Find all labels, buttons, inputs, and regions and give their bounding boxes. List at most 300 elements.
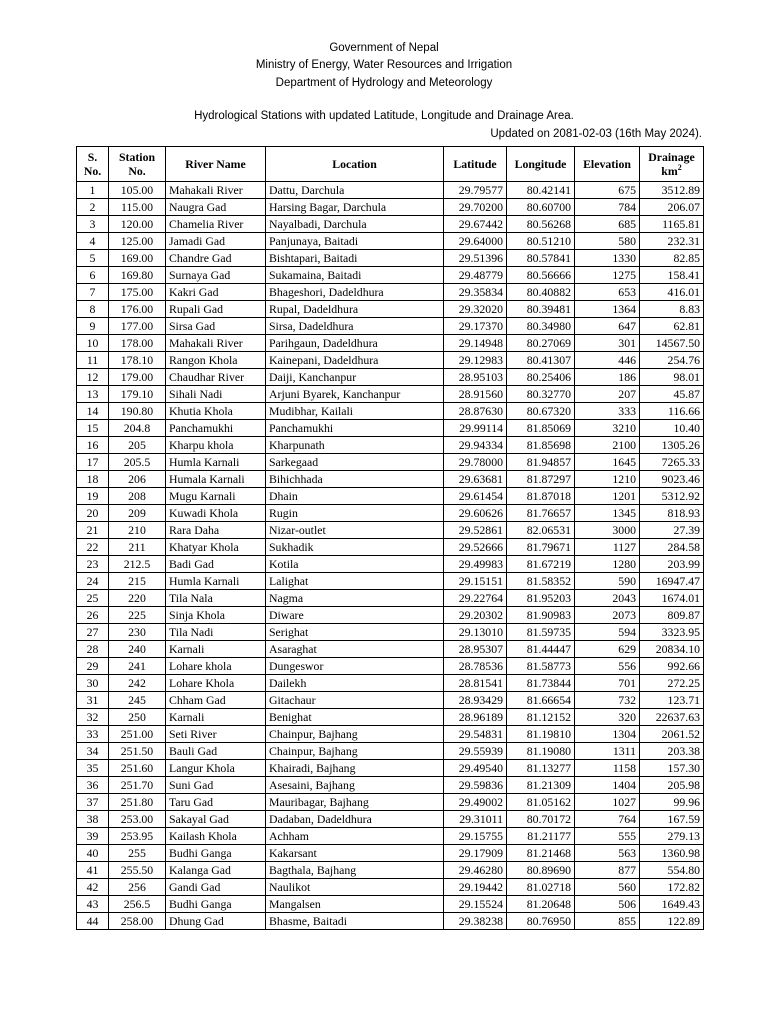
cell-river-name: Humla Karnali — [166, 454, 266, 471]
cell-elevation: 629 — [575, 641, 640, 658]
cell-drainage-area: 254.76 — [640, 352, 704, 369]
table-row — [77, 318, 704, 335]
cell-sno: 24 — [77, 573, 109, 590]
cell-location: Naulikot — [266, 879, 444, 896]
cell-station-no: 190.80 — [109, 403, 166, 420]
cell-river-name: Kharpu khola — [166, 437, 266, 454]
table-row — [77, 267, 704, 284]
cell-sno: 29 — [77, 658, 109, 675]
cell-station-no: 256.5 — [109, 896, 166, 913]
cell-station-no: 220 — [109, 590, 166, 607]
cell-river-name: Rangon Khola — [166, 352, 266, 369]
cell-drainage-area: 20834.10 — [640, 641, 704, 658]
cell-longitude: 81.87297 — [507, 471, 575, 488]
cell-sno: 22 — [77, 539, 109, 556]
table-row — [77, 199, 704, 216]
table-row — [77, 811, 704, 828]
col-header-sno: S. No. — [77, 147, 109, 182]
cell-river-name: Khatyar Khola — [166, 539, 266, 556]
cell-station-no: 169.80 — [109, 267, 166, 284]
cell-latitude: 29.15755 — [444, 828, 507, 845]
cell-station-no: 255 — [109, 845, 166, 862]
cell-latitude: 28.93429 — [444, 692, 507, 709]
cell-location: Diware — [266, 607, 444, 624]
cell-sno: 1 — [77, 182, 109, 199]
cell-sno: 36 — [77, 777, 109, 794]
cell-latitude: 29.70200 — [444, 199, 507, 216]
cell-longitude: 81.94857 — [507, 454, 575, 471]
cell-river-name: Badi Gad — [166, 556, 266, 573]
cell-station-no: 240 — [109, 641, 166, 658]
cell-station-no: 241 — [109, 658, 166, 675]
cell-latitude: 28.95307 — [444, 641, 507, 658]
cell-elevation: 1330 — [575, 250, 640, 267]
cell-elevation: 580 — [575, 233, 640, 250]
header-ministry: Ministry of Energy, Water Resources and Irrigation — [255, 59, 513, 71]
cell-drainage-area: 98.01 — [640, 369, 704, 386]
cell-station-no: 258.00 — [109, 913, 166, 930]
cell-latitude: 28.95103 — [444, 369, 507, 386]
cell-longitude: 81.90983 — [507, 607, 575, 624]
cell-longitude: 81.85698 — [507, 437, 575, 454]
table-row — [77, 879, 704, 896]
cell-location: Nizar-outlet — [266, 522, 444, 539]
table-body — [77, 182, 704, 930]
cell-elevation: 1345 — [575, 505, 640, 522]
cell-latitude: 29.17909 — [444, 845, 507, 862]
cell-elevation: 563 — [575, 845, 640, 862]
cell-river-name: Gandi Gad — [166, 879, 266, 896]
cell-river-name: Humla Karnali — [166, 573, 266, 590]
cell-elevation: 2073 — [575, 607, 640, 624]
cell-longitude: 80.34980 — [507, 318, 575, 335]
cell-elevation: 590 — [575, 573, 640, 590]
cell-longitude: 80.27069 — [507, 335, 575, 352]
cell-sno: 35 — [77, 760, 109, 777]
table-row — [77, 403, 704, 420]
cell-sno: 5 — [77, 250, 109, 267]
cell-location: Dattu, Darchula — [266, 182, 444, 199]
cell-longitude: 81.67219 — [507, 556, 575, 573]
cell-location: Sirsa, Dadeldhura — [266, 318, 444, 335]
cell-drainage-area: 232.31 — [640, 233, 704, 250]
cell-latitude: 29.19442 — [444, 879, 507, 896]
cell-elevation: 685 — [575, 216, 640, 233]
cell-drainage-area: 82.85 — [640, 250, 704, 267]
cell-elevation: 647 — [575, 318, 640, 335]
cell-sno: 40 — [77, 845, 109, 862]
cell-river-name: Chamelia River — [166, 216, 266, 233]
cell-location: Mangalsen — [266, 896, 444, 913]
cell-elevation: 732 — [575, 692, 640, 709]
cell-river-name: Dhung Gad — [166, 913, 266, 930]
cell-river-name: Naugra Gad — [166, 199, 266, 216]
cell-sno: 32 — [77, 709, 109, 726]
cell-station-no: 211 — [109, 539, 166, 556]
cell-elevation: 855 — [575, 913, 640, 930]
table-row — [77, 216, 704, 233]
cell-station-no: 251.50 — [109, 743, 166, 760]
cell-location: Kotila — [266, 556, 444, 573]
cell-latitude: 29.67442 — [444, 216, 507, 233]
cell-sno: 30 — [77, 675, 109, 692]
cell-drainage-area: 157.30 — [640, 760, 704, 777]
cell-river-name: Bauli Gad — [166, 743, 266, 760]
cell-drainage-area: 1305.26 — [640, 437, 704, 454]
table-row — [77, 284, 704, 301]
cell-drainage-area: 7265.33 — [640, 454, 704, 471]
cell-longitude: 81.66654 — [507, 692, 575, 709]
cell-latitude: 29.15524 — [444, 896, 507, 913]
cell-sno: 14 — [77, 403, 109, 420]
cell-longitude: 81.58352 — [507, 573, 575, 590]
cell-location: Arjuni Byarek, Kanchanpur — [266, 386, 444, 403]
cell-elevation: 1210 — [575, 471, 640, 488]
cell-drainage-area: 167.59 — [640, 811, 704, 828]
cell-longitude: 81.79671 — [507, 539, 575, 556]
cell-drainage-area: 992.66 — [640, 658, 704, 675]
cell-longitude: 80.41307 — [507, 352, 575, 369]
cell-location: Panchamukhi — [266, 420, 444, 437]
cell-river-name: Lohare Khola — [166, 675, 266, 692]
cell-latitude: 29.51396 — [444, 250, 507, 267]
cell-longitude: 81.85069 — [507, 420, 575, 437]
cell-elevation: 1201 — [575, 488, 640, 505]
col-header-drainage: Drainage $km^2$ — [640, 147, 704, 182]
cell-longitude: 80.32770 — [507, 386, 575, 403]
cell-elevation: 2100 — [575, 437, 640, 454]
cell-station-no: 253.00 — [109, 811, 166, 828]
col-header-station: Station No. — [109, 147, 166, 182]
cell-drainage-area: 1360.98 — [640, 845, 704, 862]
cell-location: Panjunaya, Baitadi — [266, 233, 444, 250]
cell-location: Gitachaur — [266, 692, 444, 709]
cell-location: Serighat — [266, 624, 444, 641]
cell-sno: 42 — [77, 879, 109, 896]
cell-station-no: 105.00 — [109, 182, 166, 199]
cell-station-no: 215 — [109, 573, 166, 590]
cell-sno: 25 — [77, 590, 109, 607]
cell-station-no: 251.00 — [109, 726, 166, 743]
cell-location: Khairadi, Bajhang — [266, 760, 444, 777]
table-row — [77, 726, 704, 743]
cell-location: Harsing Bagar, Darchula — [266, 199, 444, 216]
cell-drainage-area: 818.93 — [640, 505, 704, 522]
cell-station-no: 177.00 — [109, 318, 166, 335]
table-row — [77, 556, 704, 573]
cell-latitude: 29.54831 — [444, 726, 507, 743]
cell-sno: 21 — [77, 522, 109, 539]
cell-sno: 12 — [77, 369, 109, 386]
table-row — [77, 743, 704, 760]
table-row — [77, 828, 704, 845]
cell-sno: 17 — [77, 454, 109, 471]
cell-station-no: 209 — [109, 505, 166, 522]
cell-station-no: 205 — [109, 437, 166, 454]
cell-elevation: 333 — [575, 403, 640, 420]
cell-sno: 16 — [77, 437, 109, 454]
cell-drainage-area: 1165.81 — [640, 216, 704, 233]
cell-latitude: 29.63681 — [444, 471, 507, 488]
cell-location: Sarkegaad — [266, 454, 444, 471]
cell-location: Rupal, Dadeldhura — [266, 301, 444, 318]
cell-station-no: 251.70 — [109, 777, 166, 794]
cell-river-name: Seti River — [166, 726, 266, 743]
cell-elevation: 594 — [575, 624, 640, 641]
cell-drainage-area: 9023.46 — [640, 471, 704, 488]
col-header-longitude: Longitude — [507, 147, 575, 182]
table-row — [77, 607, 704, 624]
cell-river-name: Tila Nadi — [166, 624, 266, 641]
cell-sno: 26 — [77, 607, 109, 624]
cell-sno: 18 — [77, 471, 109, 488]
cell-latitude: 29.64000 — [444, 233, 507, 250]
cell-location: Bagthala, Bajhang — [266, 862, 444, 879]
cell-location: Achham — [266, 828, 444, 845]
cell-station-no: 242 — [109, 675, 166, 692]
cell-latitude: 29.20302 — [444, 607, 507, 624]
table-row — [77, 845, 704, 862]
table-row — [77, 624, 704, 641]
cell-station-no: 245 — [109, 692, 166, 709]
cell-sno: 11 — [77, 352, 109, 369]
cell-drainage-area: 116.66 — [640, 403, 704, 420]
cell-location: Parihgaun, Dadeldhura — [266, 335, 444, 352]
table-row — [77, 352, 704, 369]
cell-location: Chainpur, Bajhang — [266, 726, 444, 743]
cell-location: Nagma — [266, 590, 444, 607]
cell-station-no: 115.00 — [109, 199, 166, 216]
cell-drainage-area: 279.13 — [640, 828, 704, 845]
cell-elevation: 560 — [575, 879, 640, 896]
table-row — [77, 182, 704, 199]
cell-elevation: 1280 — [575, 556, 640, 573]
cell-longitude: 80.76950 — [507, 913, 575, 930]
cell-latitude: 29.52666 — [444, 539, 507, 556]
cell-river-name: Kalanga Gad — [166, 862, 266, 879]
table-row — [77, 913, 704, 930]
cell-drainage-area: 809.87 — [640, 607, 704, 624]
cell-elevation: 1404 — [575, 777, 640, 794]
cell-station-no: 206 — [109, 471, 166, 488]
cell-latitude: 29.38238 — [444, 913, 507, 930]
cell-station-no: 212.5 — [109, 556, 166, 573]
cell-location: Dailekh — [266, 675, 444, 692]
cell-location: Mudibhar, Kailali — [266, 403, 444, 420]
col-header-river: River Name — [166, 147, 266, 182]
cell-river-name: Rupali Gad — [166, 301, 266, 318]
table-row — [77, 301, 704, 318]
cell-sno: 6 — [77, 267, 109, 284]
cell-latitude: 29.79577 — [444, 182, 507, 199]
cell-elevation: 1027 — [575, 794, 640, 811]
cell-location: Nayalbadi, Darchula — [266, 216, 444, 233]
cell-location: Sukamaina, Baitadi — [266, 267, 444, 284]
cell-drainage-area: 203.99 — [640, 556, 704, 573]
table-row — [77, 760, 704, 777]
cell-longitude: 81.95203 — [507, 590, 575, 607]
cell-elevation: 555 — [575, 828, 640, 845]
cell-latitude: 29.61454 — [444, 488, 507, 505]
table-row — [77, 488, 704, 505]
cell-sno: 3 — [77, 216, 109, 233]
cell-river-name: Mugu Karnali — [166, 488, 266, 505]
cell-latitude: 29.12983 — [444, 352, 507, 369]
cell-latitude: 28.78536 — [444, 658, 507, 675]
cell-river-name: Chham Gad — [166, 692, 266, 709]
cell-station-no: 251.60 — [109, 760, 166, 777]
cell-location: Benighat — [266, 709, 444, 726]
col-header-latitude: Latitude — [444, 147, 507, 182]
cell-elevation: 1364 — [575, 301, 640, 318]
table-row — [77, 896, 704, 913]
cell-sno: 10 — [77, 335, 109, 352]
cell-sno: 37 — [77, 794, 109, 811]
cell-elevation: 1304 — [575, 726, 640, 743]
cell-elevation: 877 — [575, 862, 640, 879]
cell-longitude: 81.13277 — [507, 760, 575, 777]
cell-location: Bishtapari, Baitadi — [266, 250, 444, 267]
cell-station-no: 178.00 — [109, 335, 166, 352]
cell-elevation: 3000 — [575, 522, 640, 539]
cell-drainage-area: 14567.50 — [640, 335, 704, 352]
cell-elevation: 653 — [575, 284, 640, 301]
cell-elevation: 784 — [575, 199, 640, 216]
cell-longitude: 80.51210 — [507, 233, 575, 250]
table-row — [77, 454, 704, 471]
cell-drainage-area: 1649.43 — [640, 896, 704, 913]
cell-river-name: Suni Gad — [166, 777, 266, 794]
cell-sno: 39 — [77, 828, 109, 845]
cell-station-no: 205.5 — [109, 454, 166, 471]
cell-elevation: 764 — [575, 811, 640, 828]
cell-sno: 33 — [77, 726, 109, 743]
cell-longitude: 81.21177 — [507, 828, 575, 845]
cell-latitude: 28.91560 — [444, 386, 507, 403]
cell-location: Sukhadik — [266, 539, 444, 556]
cell-sno: 15 — [77, 420, 109, 437]
cell-location: Bhageshori, Dadeldhura — [266, 284, 444, 301]
cell-latitude: 29.14948 — [444, 335, 507, 352]
cell-drainage-area: 8.83 — [640, 301, 704, 318]
cell-drainage-area: 205.98 — [640, 777, 704, 794]
cell-drainage-area: 10.40 — [640, 420, 704, 437]
cell-station-no: 251.80 — [109, 794, 166, 811]
cell-river-name: Surnaya Gad — [166, 267, 266, 284]
table-row — [77, 505, 704, 522]
cell-location: Bihichhada — [266, 471, 444, 488]
table-row — [77, 658, 704, 675]
cell-longitude: 81.21309 — [507, 777, 575, 794]
cell-longitude: 81.21468 — [507, 845, 575, 862]
cell-elevation: 320 — [575, 709, 640, 726]
table-row — [77, 709, 704, 726]
cell-location: Mauribagar, Bajhang — [266, 794, 444, 811]
cell-sno: 38 — [77, 811, 109, 828]
cell-river-name: Kuwadi Khola — [166, 505, 266, 522]
cell-location: Kharpunath — [266, 437, 444, 454]
table-row — [77, 794, 704, 811]
cell-station-no: 210 — [109, 522, 166, 539]
cell-river-name: Sakayal Gad — [166, 811, 266, 828]
cell-river-name: Panchamukhi — [166, 420, 266, 437]
cell-latitude: 29.60626 — [444, 505, 507, 522]
cell-latitude: 29.46280 — [444, 862, 507, 879]
cell-elevation: 1158 — [575, 760, 640, 777]
cell-elevation: 446 — [575, 352, 640, 369]
cell-latitude: 29.59836 — [444, 777, 507, 794]
table-row — [77, 692, 704, 709]
cell-latitude: 29.49002 — [444, 794, 507, 811]
cell-sno: 28 — [77, 641, 109, 658]
cell-location: Rugin — [266, 505, 444, 522]
cell-sno: 7 — [77, 284, 109, 301]
cell-river-name: Mahakali River — [166, 335, 266, 352]
cell-sno: 4 — [77, 233, 109, 250]
cell-longitude: 80.57841 — [507, 250, 575, 267]
table-row — [77, 573, 704, 590]
table-header-row — [77, 147, 704, 182]
cell-sno: 20 — [77, 505, 109, 522]
cell-river-name: Karnali — [166, 709, 266, 726]
cell-latitude: 29.49540 — [444, 760, 507, 777]
cell-location: Chainpur, Bajhang — [266, 743, 444, 760]
cell-location: Lalighat — [266, 573, 444, 590]
cell-river-name: Mahakali River — [166, 182, 266, 199]
cell-sno: 13 — [77, 386, 109, 403]
cell-river-name: Sirsa Gad — [166, 318, 266, 335]
cell-latitude: 29.99114 — [444, 420, 507, 437]
cell-river-name: Kakri Gad — [166, 284, 266, 301]
cell-location: Daiji, Kanchanpur — [266, 369, 444, 386]
cell-station-no: 230 — [109, 624, 166, 641]
table-row — [77, 386, 704, 403]
col-header-location: Location — [266, 147, 444, 182]
cell-longitude: 81.19810 — [507, 726, 575, 743]
table-row — [77, 641, 704, 658]
cell-station-no: 253.95 — [109, 828, 166, 845]
cell-latitude: 29.48779 — [444, 267, 507, 284]
cell-elevation: 207 — [575, 386, 640, 403]
cell-latitude: 29.35834 — [444, 284, 507, 301]
cell-location: Bhasme, Baitadi — [266, 913, 444, 930]
cell-drainage-area: 5312.92 — [640, 488, 704, 505]
cell-latitude: 28.87630 — [444, 403, 507, 420]
cell-longitude: 81.87018 — [507, 488, 575, 505]
table-row — [77, 437, 704, 454]
cell-longitude: 80.39481 — [507, 301, 575, 318]
cell-elevation: 701 — [575, 675, 640, 692]
cell-elevation: 506 — [575, 896, 640, 913]
cell-sno: 44 — [77, 913, 109, 930]
cell-river-name: Chandre Gad — [166, 250, 266, 267]
cell-drainage-area: 3323.95 — [640, 624, 704, 641]
table-row — [77, 471, 704, 488]
cell-drainage-area: 3512.89 — [640, 182, 704, 199]
cell-latitude: 29.13010 — [444, 624, 507, 641]
cell-sno: 23 — [77, 556, 109, 573]
cell-drainage-area: 22637.63 — [640, 709, 704, 726]
cell-longitude: 82.06531 — [507, 522, 575, 539]
cell-latitude: 29.94334 — [444, 437, 507, 454]
updated-date: Updated on 2081-02-03 (16th May 2024). — [490, 128, 702, 140]
cell-station-no: 179.10 — [109, 386, 166, 403]
cell-river-name: Sinja Khola — [166, 607, 266, 624]
cell-longitude: 80.60700 — [507, 199, 575, 216]
cell-station-no: 178.10 — [109, 352, 166, 369]
cell-river-name: Budhi Ganga — [166, 896, 266, 913]
cell-drainage-area: 272.25 — [640, 675, 704, 692]
